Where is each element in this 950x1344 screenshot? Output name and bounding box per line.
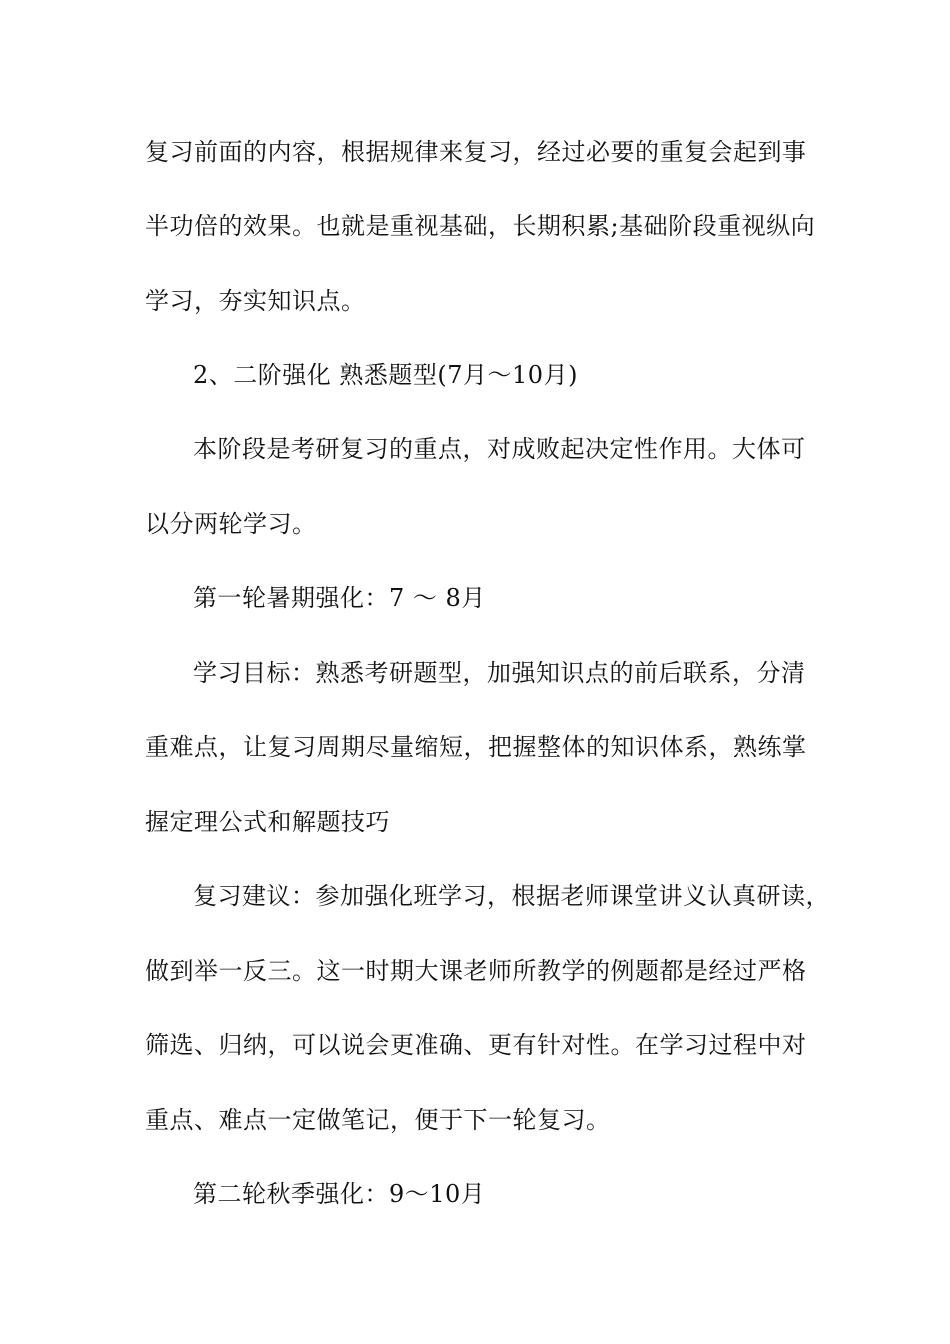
text-line: 握定理公式和解题技巧	[145, 808, 390, 836]
subheading: 第一轮暑期强化：7 ～ 8月	[193, 584, 486, 612]
text-line: 学习目标：熟悉考研题型，加强知识点的前后联系，分清	[193, 659, 806, 687]
subheading: 第二轮秋季强化：9～10月	[193, 1180, 486, 1208]
text-line: 筛选、归纳，可以说会更准确、更有针对性。在学习过程中对	[145, 1031, 807, 1059]
text-line: 学习，夯实知识点。	[145, 287, 366, 315]
text-line: 复习建议：参加强化班学习，根据老师课堂讲义认真研读，	[193, 882, 830, 910]
text-line: 复习前面的内容，根据规律来复习，经过必要的重复会起到事	[145, 138, 807, 166]
text-line: 以分两轮学习。	[145, 510, 317, 538]
section-heading: 2、二阶强化 熟悉题型(7月～10月)	[193, 361, 578, 389]
text-line: 重点、难点一定做笔记，便于下一轮复习。	[145, 1106, 611, 1134]
text-line: 重难点，让复习周期尽量缩短，把握整体的知识体系，熟练掌	[145, 733, 807, 761]
text-line: 本阶段是考研复习的重点，对成败起决定性作用。大体可	[193, 435, 806, 463]
text-line: 半功倍的效果。也就是重视基础，长期积累;基础阶段重视纵向	[145, 212, 816, 240]
text-line: 做到举一反三。这一时期大课老师所教学的例题都是经过严格	[145, 957, 807, 985]
